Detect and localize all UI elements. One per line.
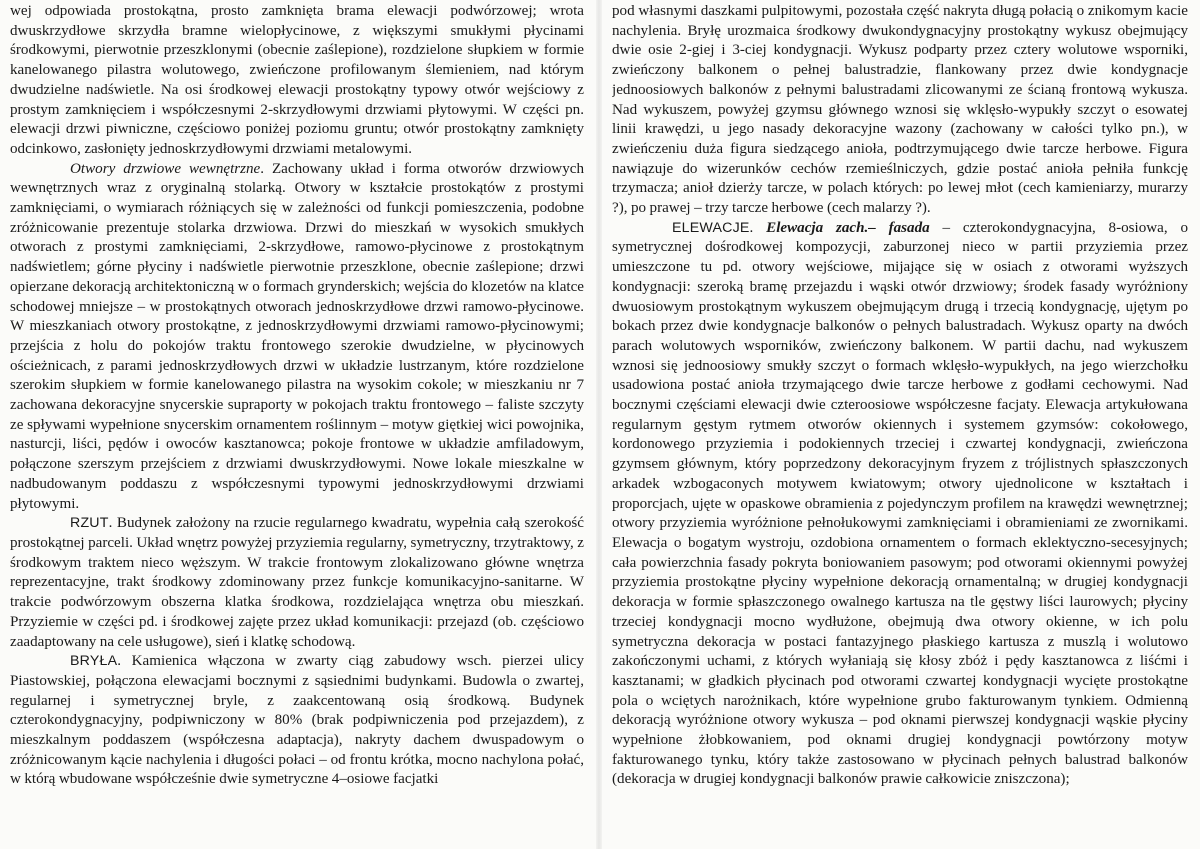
paragraph-otwory-drzwiowe: [10, 160, 584, 515]
right-page: [612, 0, 1188, 849]
heading-elewacje: ELEWACJE: [672, 219, 750, 236]
heading-rzut: RZUT: [70, 515, 109, 532]
page-gutter: [596, 0, 602, 849]
left-page-text: [10, 2, 584, 790]
paragraph-bryla-continuation: pod własnymi daszkami pulpitowymi, pozostała część nakryta długą połacią o znikomym kacie nachylenia. Bryłę urozmaica środkowy dwukondygnacyjny prostokątny wykusz obejmujący dwie osie 2-giej i 3-ciej kondygnacji. Wykusz podparty przez cztery wolutowe wsporniki, zwieńczony balkonem o pełnej balustradzie, flankowany przez dwie kondygnacje jednoosiowych balkonów z pełnymi balustradami zlicowanymi ze ścianą frontową wykusza. Nad wykuszem, powyżej gzymsu głównego wznosi się wklęsło-wypukły szczyt o esowatej linii krawędzi, u jego nasady dekoracyjne wazony (zachowany w całości tylko pn.), w zwieńczeniu duża figura siedzącego anioła, podtrzymującego dwie tarcze herbowe. Figura nawiązuje do wizerunków cechów rzemieślniczych, gdzie postać anioła pełniła funkcję trzymacza; anioł dzierży tarcze, w polach których: po lewej młot (cech kamieniarzy, murarzy ?), po prawej – trzy tarcze herbowe (cech malarzy ?).: [612, 3, 1188, 217]
paragraph-brama-continuation: wej odpowiada prostokątna, prosto zamknięta brama elewacji podwórzowej; wrota dwuskrzydłowe skrzydła bramne wielopłycinowe, z większymi smukłymi płycinami środkowymi, pierwotnie przeszklonymi (obecnie zaślepione), rozdzielone słupkiem w formie kanelowanego pilastra wolutowego, zwieńczone profilowanym ślemieniem, nad którym dwudzielne nadświetle. Na osi środkowej elewacji prostokątny typowy otwór wejściowy z prostym zamknięciem i współczesnymi 2-skrzydłowymi drzwiami płytowymi. W części pn. elewacji drzwi piwniczne, częściowo poniżej poziomu gruntu; otwór prostokątny zamknięty odcinkowo, zasłonięty jednoskrzydłowymi drzwiami metalowymi.: [10, 3, 584, 157]
left-page: [10, 0, 584, 849]
text-elewacja-zach: – czterokondygnacyjna, 8-osiowa, o symetrycznej dośrodkowej kompozycji, zaburzonej nieco w partii przyziemia przez umieszczone tu pd. otwory wejściowe, mijające się w osiach z otworami wyższych kondygnacji: szeroką bramę przejazdu i wąski otwór drzwiowy; środek fasady wyróżniony dwuosiowym prostokątnym wykuszem obejmującym drugą i trzecią kondygnację, ujętym po bokach przez dwie kondygnacje balkonów o pełnych balustradach. Wykusz oparty na dwóch parach wolutowych wsporników, zwieńczony balkonem. W partii dachu, nad wykuszem wznosi się jednoosiowy smukły szczyt o formach wklęsło-wypukłych, na jego wierzchołku usadowiona postać anioła trzymającego dwie tarcze herbowe z godłami cechowymi. Nad bocznymi częściami elewacji dwie czteroosiowe współczesne facjaty. Elewacja artykułowana regularnym gęstym rytmem otworów okiennych i systemem gzymsów: cokołowego, kordonowego przyziemia i podokiennych trzeciej i czwartej kondygnacji, zwieńczona gzymsem głównym, który poprzedzony dekoracyjnym fryzem z trójlistnych spłaszczonych arkadek wzbogaconych motywem kwiatowym; otwory ujednolicone w kształtach i proporcjach, ujęte w opaskowe obramienia z pojedynczym profilem na krawędzi wewnętrznej; otwory przyziemia wyróżnione pełnołukowymi zamknięciami i obramieniami ze zwornikami. Elewacja o bogatym wystroju, ozdobiona ornamentem o formach eklektyczno-secesyjnych; cała powierzchnia fasady pokryta boniowaniem pasowym; pod otworami okiennymi powyżej przyziemia prostokątne płyciny wypełnione dekoracją ornamentalną; w drugiej kondygnacji dekoracja w formie spłaszczonego owalnego kartusza na tle gęstwy liści laurowych; płyciny trzeciej kondygnacji mocno wydłużone, obejmują dwa otwory okienne, w ich polu symetryczna dekoracja w postaci fantazyjnego płaskiego kartusza z muszlą i wolutowo zakończonymi uchami, z których wyłaniają się kłosy zbóż i pędy kasztanowca z liśćmi i kasztanami; w gładkich płycinach pod otworami czwartej kondygnacji wycięte prostokątne pola o wciętych narożnikach, które wypełnione grubo fakturowanym tynkiem. Odmienną dekoracją wyróżnione otwory wykusza – pod oknami pierwszej kondygnacji wąskie płyciny wypełnione żłobkowaniem, pod oknami drugiej kondygnacji powtórzony motyw fakturowanego tynku, który także zastosowano w płycinach pełnych balustrad balkonów (dekoracja w drugiej kondygnacji balkonów prawie całkowicie zniszczona);: [612, 219, 1188, 788]
text-otwory-drzwiowe: . Zachowany układ i forma otworów drzwiowych wewnętrznych wraz z oryginalną stolarką. Otwory w kształcie prostokątów z prostymi zamknięciami, o wymiarach różniących się w zależności od funkcji pomieszczenia, podobne zróżnicowanie prezentuje stolarka drzwiowa. Drzwi do mieszkań w wysokich smukłych otworach z prostymi zamknięciami, 2-skrzydłowe, ramowo-płycinowe z prostokątnym nadświetlem; górne płyciny i nadświetle pierwotnie przeszklone, obecnie zaślepione; drzwi opierzane dekoracją architektoniczną w o formach grynderskich; wejścia do klozetów na klatce schodowej mniejsze – w prostokątnych otworach jednoskrzydłowe drzwi ramowo-płycinowe. W mieszkaniach otwory prostokątne, z jednoskrzydłowymi drzwiami ramowo-płycinowymi; przejścia z holu do pokojów traktu frontowego szerokie dwudzielne, w płycinowych ościeżnicach, z parami jednoskrzydłowych drzwi w układzie lustrzanym, które rozdzielone szerokim słupkiem w formie kanelowanego pilastra na wysokim cokole; w mieszkaniu nr 7 zachowana dekoracyjne snycerskie supraporty w pokojach traktu frontowego – faliste szczyty ze spływami wypełnione snycerskim ornamentem roślinnym – motyw giętkiej wici powojnika, nasturcji, liści, pędów i owoców kasztanowca; pokoje frontowe w układzie amfiladowym, połączone szerszym przejściem z drzwiami dwuskrzydłowymi. Nowe lokale mieszkalne w nadbudowanym poddaszu z współczesnymi typowymi jednoskrzydłowymi drzwiami płytowymi.: [10, 160, 584, 512]
text-bryla: . Kamienica włączona w zwarty ciąg zabudowy wsch. pierzei ulicy Piastowskiej, połączona elewacjami bocznymi z sąsiednimi budynkami. Budowla o zwartej, regularnej i symetrycznej bryle, z zaakcentowaną osią środkową. Budynek czterokondygnacyjny, podpiwniczony w 80% (brak podpiwniczenia pod przejazdem), z mieszkalnym poddaszem (współczesna adaptacja), nakryty dachem dwuspadowym o zróżnicowanym kącie nachylenia i długości połaci – od frontu krótka, mocno nachylona połać, w którą wbudowane współcześnie dwie symetryczne 4–osiowe facjatki: [10, 653, 584, 788]
heading-separator: .: [749, 219, 767, 236]
paragraph-bryla: [10, 652, 584, 790]
right-page-text: [612, 2, 1188, 790]
heading-bryla: BRYŁA: [70, 653, 118, 670]
paragraph-elewacje: [612, 219, 1188, 790]
heading-otwory-drzwiowe: Otwory drzwiowe wewnętrzne: [70, 160, 261, 177]
paragraph-rzut: [10, 514, 584, 652]
subheading-elewacja-zach: Elewacja zach.– fasada: [766, 219, 930, 236]
text-rzut: . Budynek założony na rzucie regularnego kwadratu, wypełnia całą szerokość prostokątnej parceli. Układ wnętrz powyżej przyziemia regularny, symetryczny, trzytraktowy, z środkowym traktem nieco węższym. W trakcie frontowym zlokalizowano główne wnętrza reprezentacyjne, trakt środkowy zdominowany przez funkcje komunikacyjno-sanitarne. W trakcie podwórzowym obszerna klatka środkowa, rozdzielająca wnętrza obu mieszkań. Przyziemie w części pd. i środkowej zajęte przez układ komunikacji: przejazd (ob. częściowo zaadaptowany na cele usługowe), sień i klatkę schodową.: [10, 515, 584, 650]
